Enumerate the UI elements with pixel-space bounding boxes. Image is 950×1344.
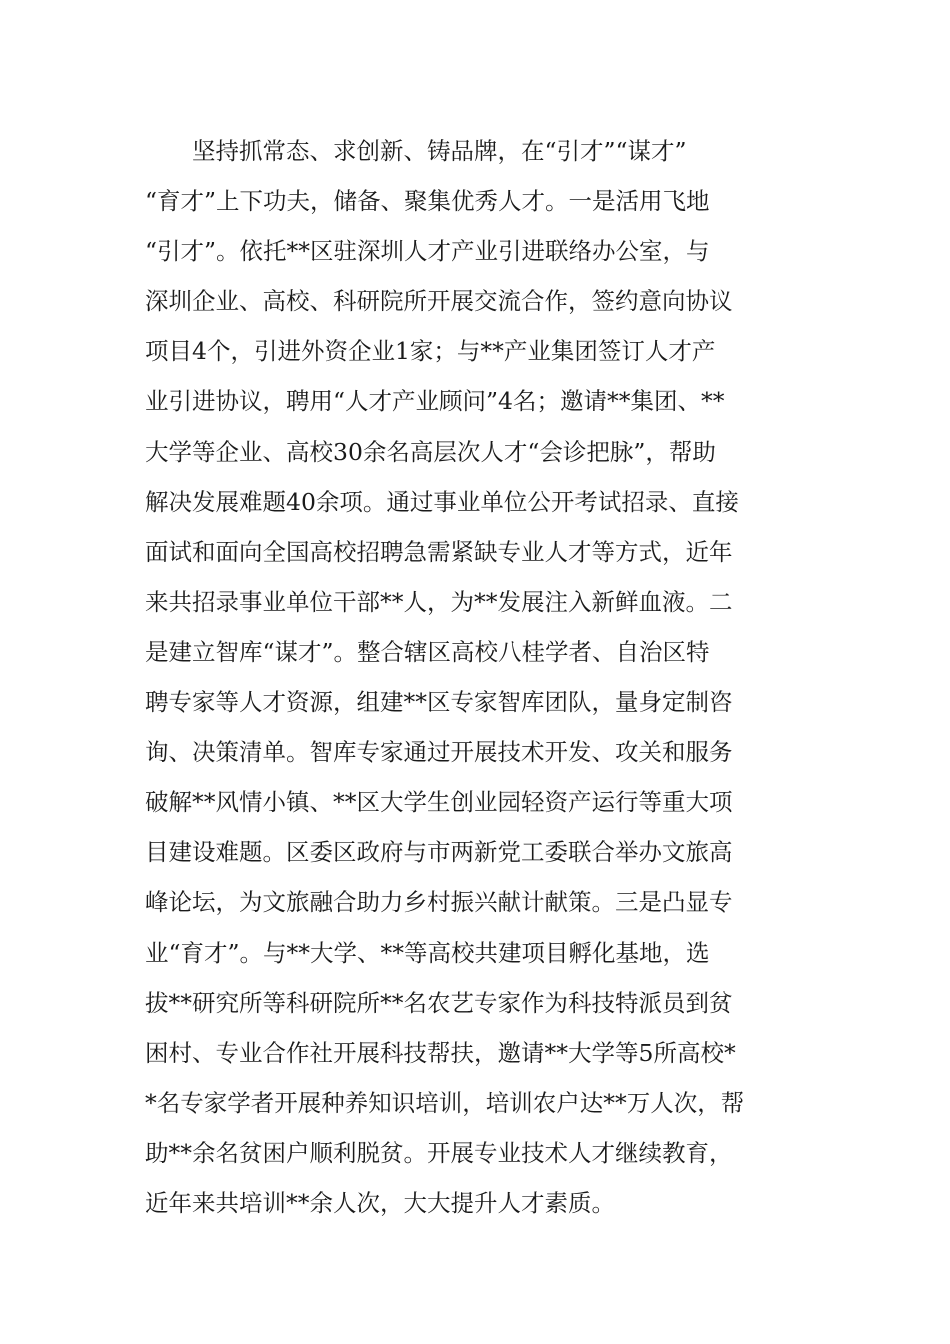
paragraph-line: 目建设难题。区委区政府与市两新党工委联合举办文旅高 <box>145 838 733 867</box>
paragraph-line: 来共招录事业单位干部**人，为**发展注入新鲜血液。二 <box>145 587 733 616</box>
paragraph-line: “育才”上下功夫，储备、聚集优秀人才。一是活用飞地 <box>145 187 710 216</box>
paragraph-line: 近年来共培训**余人次，大大提升人才素质。 <box>145 1188 615 1217</box>
paragraph-line: 询、决策清单。智库专家通过开展技术开发、攻关和服务 <box>145 738 733 767</box>
paragraph-line: 困村、专业合作社开展科技帮扶，邀请**大学等5所高校* <box>145 1038 736 1067</box>
paragraph-line: 坚持抓常态、求创新、铸品牌，在“引才”“谋才” <box>192 137 687 165</box>
paragraph-line: 破解**风情小镇、**区大学生创业园轻资产运行等重大项 <box>145 788 733 817</box>
paragraph-line: 峰论坛，为文旅融合助力乡村振兴献计献策。三是凸显专 <box>145 888 733 917</box>
paragraph-line: 解决发展难题40余项。通过事业单位公开考试招录、直接 <box>145 487 739 516</box>
paragraph-line: 大学等企业、高校30余名高层次人才“会诊把脉”，帮助 <box>145 437 716 466</box>
body-paragraph <box>145 126 815 1228</box>
paragraph-line: 项目4个，引进外资企业1家；与**产业集团签订人才产 <box>145 337 716 366</box>
paragraph-line: 助**余名贫困户顺利脱贫。开展专业技术人才继续教育， <box>145 1138 733 1167</box>
paragraph-line: 拔**研究所等科研院所**名农艺专家作为科技特派员到贫 <box>145 988 733 1017</box>
paragraph-line: *名专家学者开展种养知识培训，培训农户达**万人次，帮 <box>145 1088 745 1117</box>
paragraph-line: 聘专家等人才资源，组建**区专家智库团队，量身定制咨 <box>145 688 733 717</box>
paragraph-line: 业引进协议，聘用“人才产业顾问”4名；邀请**集团、** <box>145 387 725 416</box>
paragraph-line: 业“育才”。与**大学、**等高校共建项目孵化基地，选 <box>145 938 710 967</box>
paragraph-line: 深圳企业、高校、科研院所开展交流合作，签约意向协议 <box>145 287 733 316</box>
paragraph-line: 是建立智库“谋才”。整合辖区高校八桂学者、自治区特 <box>145 637 710 666</box>
paragraph-line: “引才”。依托**区驻深圳人才产业引进联络办公室，与 <box>145 237 710 266</box>
paragraph-line: 面试和面向全国高校招聘急需紧缺专业人才等方式，近年 <box>145 537 733 566</box>
